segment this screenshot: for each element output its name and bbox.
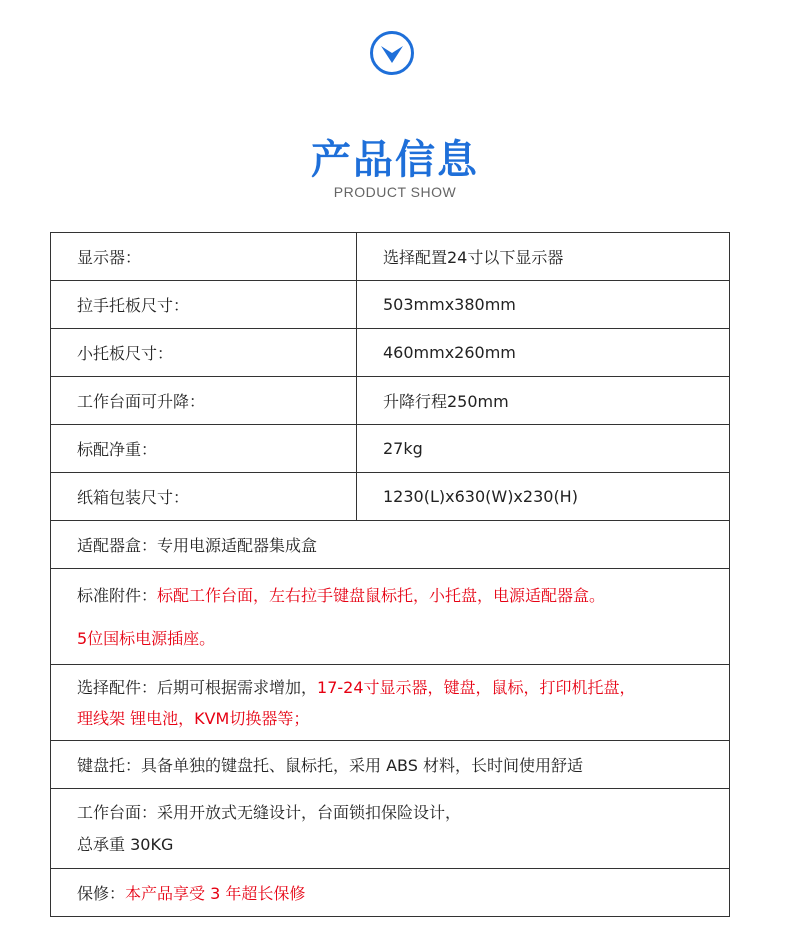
spec-table — [50, 232, 730, 917]
note-text: 具备单独的键盘托、鼠标托，采用 ABS 材料，长时间使用舒适 — [141, 756, 583, 775]
note-text: 后期可根据需求增加， — [157, 677, 318, 697]
note-label: 适配器盒： — [77, 536, 158, 555]
note-highlight: 17-24寸显示器，键盘，鼠标，打印机托盘， — [317, 677, 636, 697]
note-cell — [51, 789, 730, 869]
spec-value: 27kg — [357, 425, 730, 473]
note-row-optional-accessories — [51, 665, 730, 741]
note-cell — [51, 569, 730, 665]
page-title: 产品信息 — [311, 137, 479, 183]
note-row-keyboard — [51, 741, 730, 789]
note-cell — [51, 665, 730, 741]
note-highlight: 本产品享受 3 年超长保修 — [125, 884, 306, 903]
page-subtitle: PRODUCT SHOW — [333, 184, 457, 200]
note-cell — [51, 741, 730, 789]
note-highlight: 理线架 锂电池，KVM切换器等； — [77, 708, 310, 728]
note-label: 选择配件： — [77, 677, 158, 697]
spec-row — [51, 473, 730, 521]
spec-key: 小托板尺寸： — [51, 329, 357, 377]
note-highlight: 5位国标电源插座。 — [77, 628, 216, 648]
spec-key: 纸箱包装尺寸： — [51, 473, 357, 521]
note-row-warranty — [51, 869, 730, 917]
spec-row — [51, 233, 730, 281]
spec-key: 拉手托板尺寸： — [51, 281, 357, 329]
spec-value: 503mmx380mm — [357, 281, 730, 329]
spec-row — [51, 281, 730, 329]
note-text: 总承重 30KG — [77, 834, 174, 854]
spec-value: 460mmx260mm — [357, 329, 730, 377]
spec-key: 标配净重： — [51, 425, 357, 473]
spec-value: 选择配置24寸以下显示器 — [357, 233, 730, 281]
spec-row — [51, 377, 730, 425]
note-highlight: 标配工作台面，左右拉手键盘鼠标托，小托盘，电源适配器盒。 — [157, 585, 606, 605]
note-label: 键盘托： — [77, 756, 142, 775]
note-row-standard-accessories — [51, 569, 730, 665]
note-label: 保修： — [77, 884, 126, 903]
spec-value: 1230(L)x630(W)x230(H) — [357, 473, 730, 521]
spec-key: 显示器： — [51, 233, 357, 281]
note-cell — [51, 521, 730, 569]
spec-value: 升降行程250mm — [357, 377, 730, 425]
note-row-worktop — [51, 789, 730, 869]
chevron-down-circle-icon — [369, 30, 415, 76]
note-text: 采用开放式无缝设计，台面锁扣保险设计， — [157, 802, 462, 822]
note-cell — [51, 869, 730, 917]
note-row-adapter — [51, 521, 730, 569]
note-label: 标准附件： — [77, 585, 158, 605]
note-label: 工作台面： — [77, 802, 158, 822]
note-text: 专用电源适配器集成盒 — [157, 536, 318, 555]
spec-row — [51, 329, 730, 377]
spec-key: 工作台面可升降： — [51, 377, 357, 425]
spec-row — [51, 425, 730, 473]
